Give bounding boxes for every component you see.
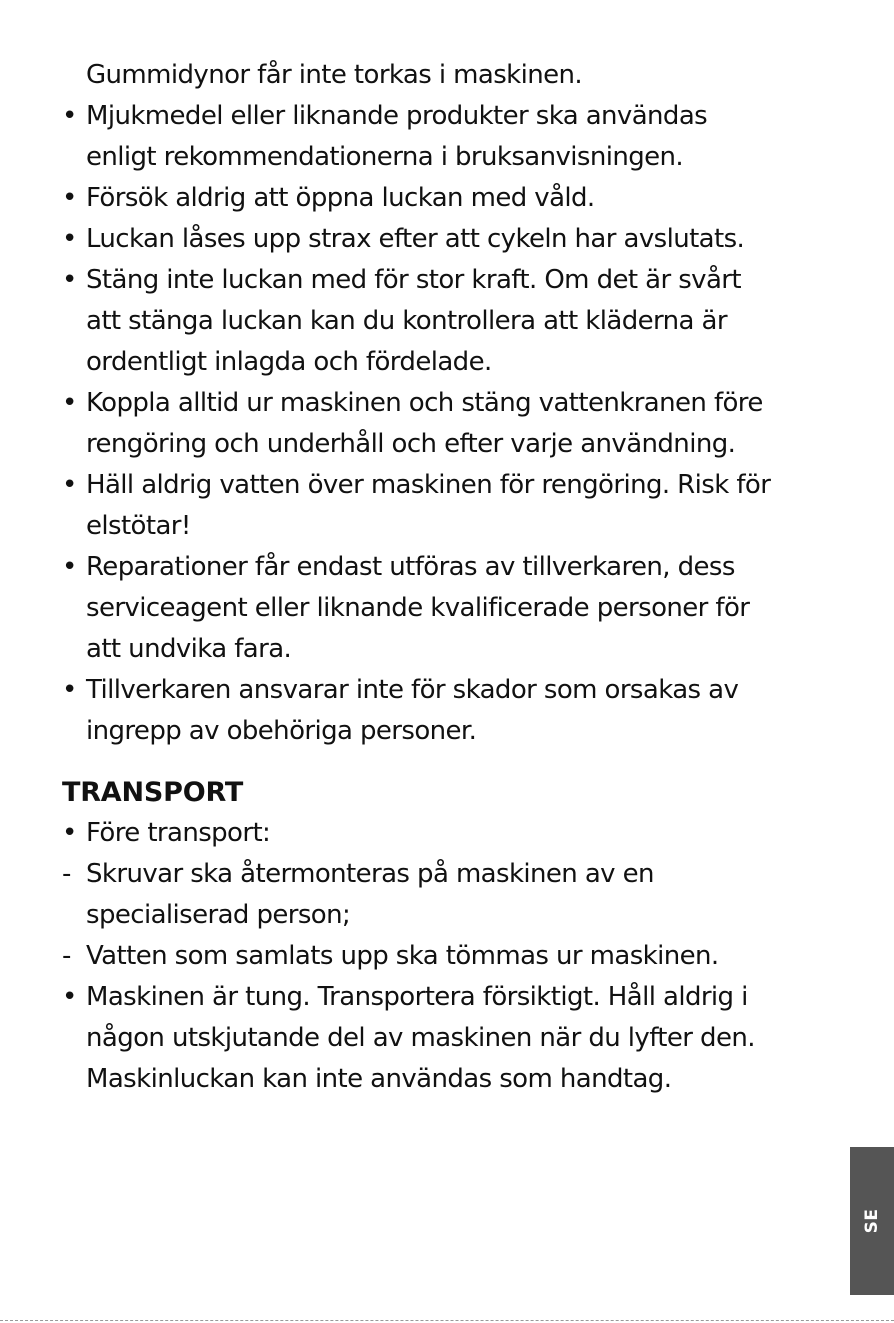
text-line	[62, 301, 842, 342]
bullet-marker: •	[62, 183, 77, 213]
line-text: Maskinen är tung. Transportera försiktigt. Håll aldrig i	[86, 982, 748, 1012]
line-text: Skruvar ska återmonteras på maskinen av en	[86, 859, 654, 889]
line-text: Maskinluckan kan inte användas som handtag.	[86, 1064, 672, 1094]
line-text: serviceagent eller liknande kvalificerade personer för	[86, 593, 750, 623]
line-text: att undvika fara.	[86, 634, 292, 664]
language-tab-label: SE	[862, 1208, 882, 1234]
section-heading: TRANSPORT	[62, 777, 244, 808]
line-text: Vatten som samlats upp ska tömmas ur maskinen.	[86, 941, 719, 971]
text-line	[62, 424, 842, 465]
bullet-marker: •	[62, 388, 77, 418]
line-text: Tillverkaren ansvarar inte för skador som orsakas av	[86, 675, 739, 705]
bullet-marker: •	[62, 675, 77, 705]
line-text: Försök aldrig att öppna luckan med våld.	[86, 183, 595, 213]
line-text: ingrepp av obehöriga personer.	[86, 716, 477, 746]
text-line	[62, 895, 842, 936]
list-item	[62, 936, 842, 977]
bullet-marker: •	[62, 470, 77, 500]
text-line	[62, 137, 842, 178]
line-text: Stäng inte luckan med för stor kraft. Om det är svårt	[86, 265, 741, 295]
text-line	[62, 342, 842, 383]
text-line	[62, 55, 842, 96]
line-text: Mjukmedel eller liknande produkter ska användas	[86, 101, 708, 131]
line-text: enligt rekommendationerna i bruksanvisningen.	[86, 142, 684, 172]
list-item	[62, 96, 842, 137]
line-text: Häll aldrig vatten över maskinen för rengöring. Risk för	[86, 470, 771, 500]
list-item	[62, 670, 842, 711]
bullet-marker: •	[62, 265, 77, 295]
list-item	[62, 854, 842, 895]
text-line	[62, 588, 842, 629]
line-text: att stänga luckan kan du kontrollera att kläderna är	[86, 306, 727, 336]
text-line	[62, 1059, 842, 1100]
language-tab	[850, 1147, 894, 1295]
list-item	[62, 977, 842, 1018]
line-text: ordentligt inlagda och fördelade.	[86, 347, 492, 377]
list-item	[62, 547, 842, 588]
transport-section	[62, 772, 842, 1100]
bullet-marker: •	[62, 982, 77, 1012]
document-body	[62, 55, 842, 1100]
list-item	[62, 813, 842, 854]
line-text: Gummidynor får inte torkas i maskinen.	[86, 60, 583, 90]
list-item	[62, 465, 842, 506]
line-text: rengöring och underhåll och efter varje användning.	[86, 429, 736, 459]
list-item	[62, 260, 842, 301]
line-text: elstötar!	[86, 511, 191, 541]
bullet-marker: •	[62, 818, 77, 848]
safety-instructions	[62, 55, 842, 752]
line-text: Koppla alltid ur maskinen och stäng vattenkranen före	[86, 388, 763, 418]
line-text: någon utskjutande del av maskinen när du lyfter den.	[86, 1023, 755, 1053]
dash-marker: -	[62, 859, 71, 889]
line-text: specialiserad person;	[86, 900, 351, 930]
bullet-marker: •	[62, 224, 77, 254]
list-item	[62, 178, 842, 219]
list-item	[62, 383, 842, 424]
list-item	[62, 219, 842, 260]
line-text: Reparationer får endast utföras av tillverkaren, dess	[86, 552, 735, 582]
line-text: Före transport:	[86, 818, 271, 848]
page-edge-divider	[0, 1320, 894, 1321]
line-text: Luckan låses upp strax efter att cykeln har avslutats.	[86, 224, 745, 254]
dash-marker: -	[62, 941, 71, 971]
text-line	[62, 711, 842, 752]
text-line	[62, 506, 842, 547]
text-line	[62, 629, 842, 670]
bullet-marker: •	[62, 552, 77, 582]
text-line	[62, 1018, 842, 1059]
bullet-marker: •	[62, 101, 77, 131]
